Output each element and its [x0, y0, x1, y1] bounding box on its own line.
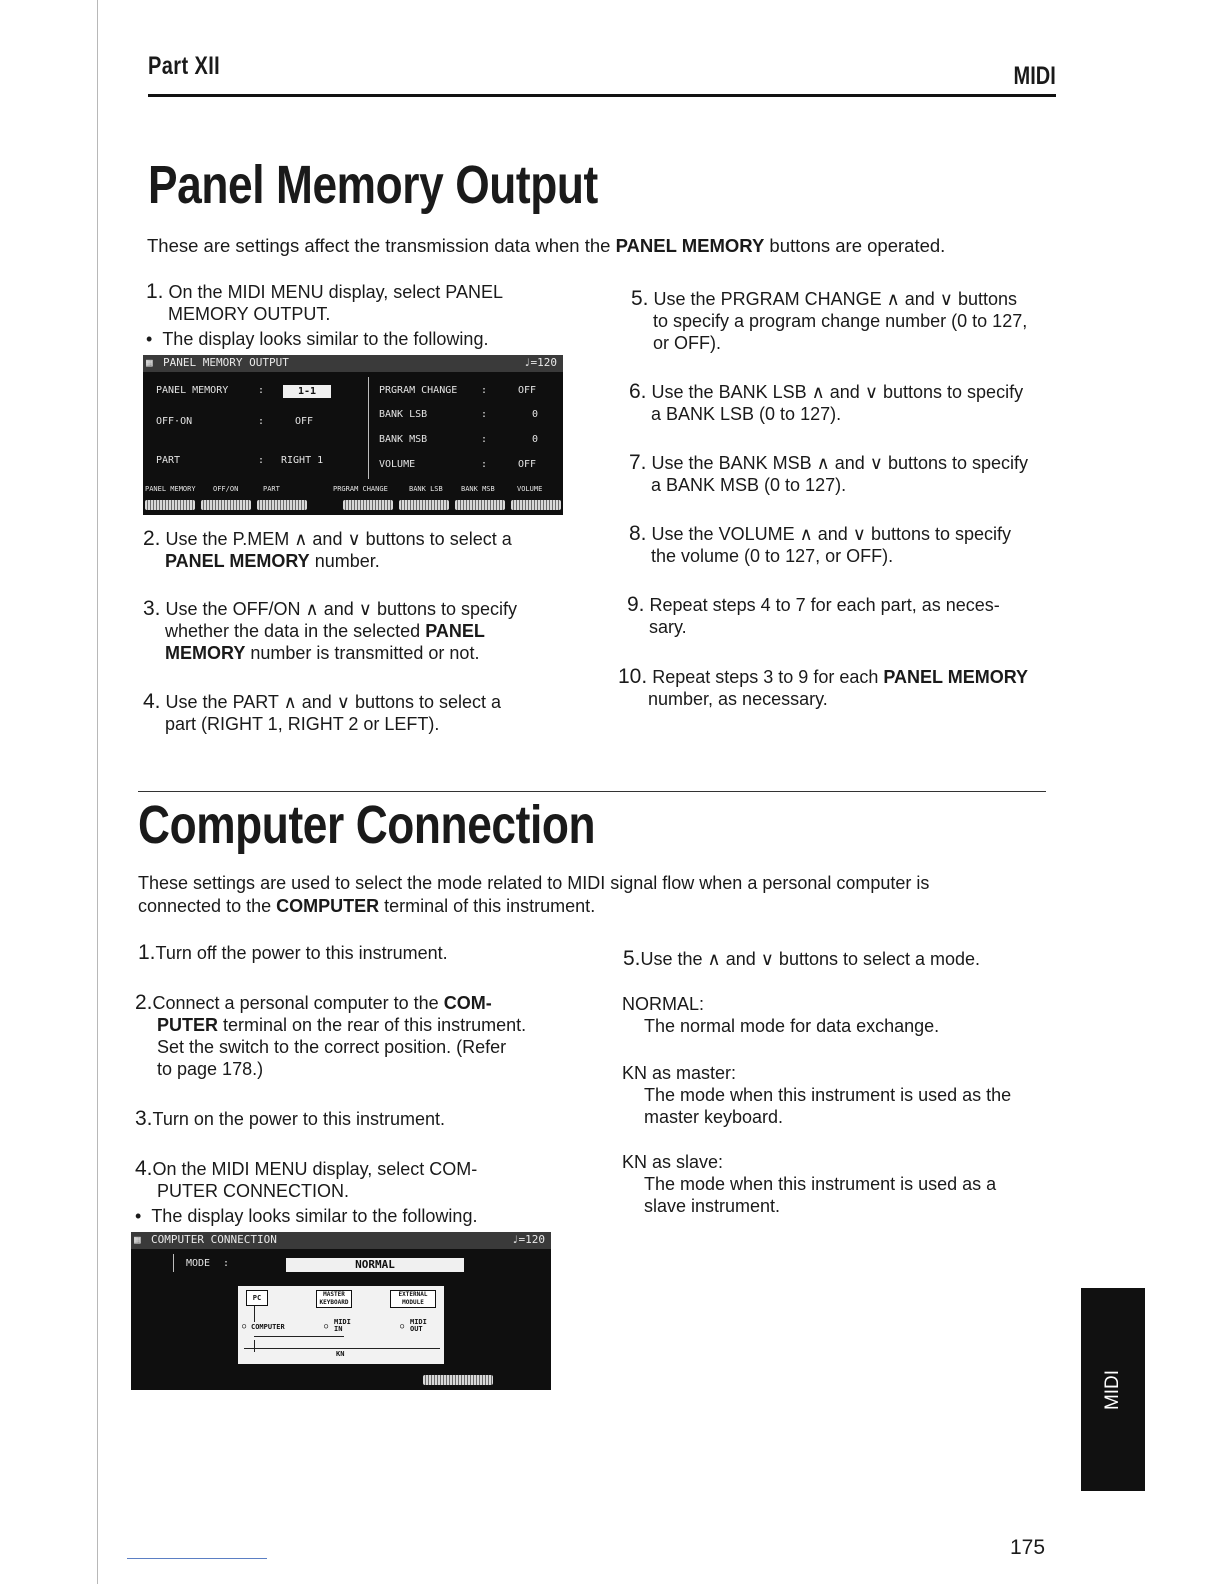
mode-colon: : [223, 1258, 230, 1269]
step-number: 2. [135, 991, 153, 1014]
midi-out-icon: ○ [400, 1322, 405, 1330]
mode-updown-buttons[interactable] [423, 1375, 493, 1385]
pm-step-7 [629, 452, 1059, 496]
bullet-icon: • [135, 1206, 152, 1226]
page-number: 175 [1010, 1536, 1046, 1559]
step-number: 6. [629, 380, 647, 403]
step-text: number is transmitted or not. [245, 643, 480, 663]
step-text: whether the data in the selected [165, 621, 426, 641]
cc-step-4 [135, 1158, 575, 1202]
cc-step-2 [135, 992, 575, 1080]
param-colon: : [481, 459, 488, 470]
master-keyboard-box: MASTER KEYBOARD [316, 1290, 352, 1308]
pm-step-6 [629, 381, 1059, 425]
step-text: to specify a program change number (0 to 127, [653, 311, 1028, 331]
step-text: Use the VOLUME ∧ and ∨ buttons to specify [651, 524, 1012, 544]
volume-value: OFF [518, 459, 537, 470]
kn-line [244, 1348, 440, 1349]
screen-icon: ▦ [134, 1233, 141, 1246]
step-text: Use the PART ∧ and ∨ buttons to select a [165, 692, 502, 712]
pm-step-4 [143, 691, 583, 735]
pm-bullet-1 [146, 328, 488, 350]
step-text: Connect a personal computer to the [152, 993, 444, 1013]
pm-step-1 [146, 281, 586, 325]
step-number: 8. [629, 522, 647, 545]
tab-label: BANK MSB [461, 485, 495, 493]
step-text: number. [309, 551, 380, 571]
footer-rule [127, 1558, 267, 1559]
cc-step-3 [135, 1108, 445, 1130]
connection-diagram [238, 1286, 444, 1364]
step-text-bold: PANEL [425, 621, 485, 641]
left-margin-rule [97, 0, 98, 1584]
panel-memory-screen [143, 355, 563, 515]
param-label: BANK LSB [379, 409, 428, 420]
cc-step-1 [138, 942, 448, 964]
step-text-bold: COM- [443, 993, 492, 1013]
param-colon: : [258, 416, 265, 427]
screen-divider [368, 377, 369, 479]
step-text: Use the BANK LSB ∧ and ∨ buttons to specify [651, 382, 1024, 402]
step-text: Turn off the power to this instrument. [155, 943, 448, 963]
param-colon: : [481, 434, 488, 445]
bullet-text: The display looks similar to the following. [151, 1206, 478, 1226]
step-text: terminal on the rear of this instrument. [218, 1015, 527, 1035]
mode-description: The mode when this instrument is used as the [644, 1085, 1012, 1105]
step-number: 9. [627, 593, 645, 616]
param-label: PANEL MEMORY [156, 385, 229, 396]
off-on-value: OFF [295, 416, 314, 427]
step-text: On the MIDI MENU display, select COM- [152, 1159, 478, 1179]
tab-label: PRGRAM CHANGE [333, 485, 388, 493]
panel-memory-title: Panel Memory Output [148, 155, 598, 215]
screen-title: COMPUTER CONNECTION [151, 1233, 277, 1246]
signal-line [254, 1336, 344, 1337]
bullet-text: The display looks similar to the following. [162, 329, 489, 349]
step-text: the volume (0 to 127, or OFF). [651, 546, 894, 566]
mode-description: slave instrument. [644, 1196, 781, 1216]
param-label: OFF·ON [156, 416, 193, 427]
part-value: RIGHT 1 [281, 455, 324, 466]
param-colon: : [481, 385, 488, 396]
mode-description: The normal mode for data exchange. [644, 1016, 940, 1036]
kn-label: KN [336, 1350, 345, 1358]
tempo-readout: ♩=120 [523, 356, 557, 369]
step-text: On the MIDI MENU display, select PANEL [168, 282, 503, 302]
tab-label: PART [263, 485, 280, 493]
signal-line [254, 1306, 255, 1322]
param-colon: : [481, 409, 488, 420]
intro-text-c: buttons are operated. [764, 235, 946, 256]
step-number: 10. [618, 665, 648, 688]
computer-connection-intro [138, 872, 929, 918]
mode-kn-as-master [622, 1062, 1062, 1128]
tab-label: VOLUME [517, 485, 543, 493]
computer-connection-title: Computer Connection [138, 795, 596, 855]
computer-terminal-label: COMPUTER [251, 1323, 285, 1331]
step-number: 3. [135, 1107, 153, 1130]
param-colon: : [258, 385, 265, 396]
midi-out-label: MIDI OUT [410, 1318, 427, 1333]
bank-lsb-value: 0 [532, 409, 539, 420]
bank-msb-updown-buttons[interactable] [455, 500, 505, 510]
part-label: Part XII [148, 52, 221, 80]
mode-name: KN as master: [622, 1063, 737, 1083]
param-colon: : [258, 455, 265, 466]
screen-titlebar [131, 1232, 551, 1249]
param-label: VOLUME [379, 459, 416, 470]
tab-label: PANEL MEMORY [145, 485, 196, 493]
step-text-bold: PANEL MEMORY [165, 551, 310, 571]
step-number: 5. [623, 947, 641, 970]
program-change-value: OFF [518, 385, 537, 396]
param-label: BANK MSB [379, 434, 428, 445]
step-number: 4. [135, 1157, 153, 1180]
step-text-bold: PUTER [157, 1015, 219, 1035]
section-side-tab [1081, 1288, 1145, 1491]
cc-bullet-4 [135, 1205, 477, 1227]
section-divider [138, 791, 1046, 792]
step-text: MEMORY OUTPUT. [168, 304, 331, 324]
pm-step-5 [631, 288, 1061, 354]
step-number: 1. [146, 280, 164, 303]
section-label: MIDI [1013, 62, 1056, 90]
pm-step-2 [143, 528, 583, 572]
tempo-readout: ♩=120 [511, 1233, 545, 1246]
panel-memory-value[interactable]: 1-1 [283, 385, 331, 398]
step-text: part (RIGHT 1, RIGHT 2 or LEFT). [165, 714, 440, 734]
param-label: PRGRAM CHANGE [379, 385, 458, 396]
step-text: Set the switch to the correct position. (Refer [157, 1037, 507, 1057]
mode-label: MODE [186, 1258, 211, 1269]
panel-memory-intro [147, 234, 945, 257]
step-text: sary. [649, 617, 687, 637]
intro-text: terminal of this instrument. [379, 896, 596, 916]
part-updown-buttons[interactable] [257, 500, 307, 510]
mode-name: KN as slave: [622, 1152, 724, 1172]
bank-lsb-updown-buttons[interactable] [399, 500, 449, 510]
intro-text-a: These are settings affect the transmission data when the [147, 235, 616, 256]
signal-line [254, 1340, 255, 1352]
mode-description: master keyboard. [644, 1107, 784, 1127]
cc-step-5 [623, 948, 980, 970]
pm-step-3 [143, 598, 583, 664]
midi-in-icon: ○ [324, 1322, 329, 1330]
side-tab-label: MIDI [1102, 1369, 1123, 1411]
mode-name: NORMAL: [622, 994, 705, 1014]
bullet-icon: • [146, 329, 163, 349]
header-rule [148, 94, 1056, 97]
off-on-updown-buttons[interactable] [201, 500, 251, 510]
step-number: 4. [143, 690, 161, 713]
screen-divider [173, 1254, 174, 1272]
intro-text-bold: COMPUTER [276, 896, 380, 916]
mode-description: The mode when this instrument is used as a [644, 1174, 997, 1194]
step-text: Use the PRGRAM CHANGE ∧ and ∨ buttons [653, 289, 1018, 309]
mode-kn-as-slave [622, 1151, 1062, 1217]
step-text: to page 178.) [157, 1059, 264, 1079]
step-number: 3. [143, 597, 161, 620]
step-text: Use the BANK MSB ∧ and ∨ buttons to specify [651, 453, 1029, 473]
bank-msb-value: 0 [532, 434, 539, 445]
computer-terminal-icon: ○ [242, 1322, 247, 1330]
external-module-box: EXTERNAL MODULE [390, 1290, 436, 1308]
param-label: PART [156, 455, 181, 466]
step-text: Use the OFF/ON ∧ and ∨ buttons to specify [165, 599, 518, 619]
intro-line: These settings are used to select the mode related to MIDI signal flow when a personal computer is [138, 873, 930, 893]
mode-normal [622, 993, 1062, 1037]
step-text: number, as necessary. [648, 689, 828, 709]
screen-icon: ▦ [146, 356, 153, 369]
step-text-bold: MEMORY [165, 643, 246, 663]
screen-titlebar [143, 355, 563, 372]
pm-step-9 [627, 594, 1057, 638]
volume-updown-buttons[interactable] [511, 500, 561, 510]
tab-label: OFF/ON [213, 485, 239, 493]
step-number: 2. [143, 527, 161, 550]
program-change-updown-buttons[interactable] [343, 500, 393, 510]
computer-connection-screen [131, 1232, 551, 1390]
panel-memory-updown-buttons[interactable] [145, 500, 195, 510]
step-text: or OFF). [653, 333, 721, 353]
step-text: Repeat steps 3 to 9 for each [652, 667, 884, 687]
pm-step-10 [618, 666, 1058, 710]
pc-box: PC [246, 1290, 268, 1306]
step-text-bold: PANEL MEMORY [883, 667, 1029, 687]
step-number: 7. [629, 451, 647, 474]
step-text: a BANK MSB (0 to 127). [651, 475, 847, 495]
intro-text-b: PANEL MEMORY [615, 235, 765, 256]
step-text: a BANK LSB (0 to 127). [651, 404, 842, 424]
step-text: Turn on the power to this instrument. [152, 1109, 445, 1129]
tab-label: BANK LSB [409, 485, 443, 493]
mode-value[interactable]: NORMAL [286, 1258, 464, 1272]
intro-text: connected to the [138, 896, 277, 916]
step-text: Use the P.MEM ∧ and ∨ buttons to select a [165, 529, 512, 549]
screen-title: PANEL MEMORY OUTPUT [163, 356, 289, 369]
pm-step-8 [629, 523, 1059, 567]
step-number: 5. [631, 287, 649, 310]
step-number: 1. [138, 941, 156, 964]
step-text: Repeat steps 4 to 7 for each part, as neces- [649, 595, 1000, 615]
midi-in-label: MIDI IN [334, 1318, 351, 1333]
step-text: PUTER CONNECTION. [157, 1181, 350, 1201]
step-text: Use the ∧ and ∨ buttons to select a mode. [640, 949, 981, 969]
